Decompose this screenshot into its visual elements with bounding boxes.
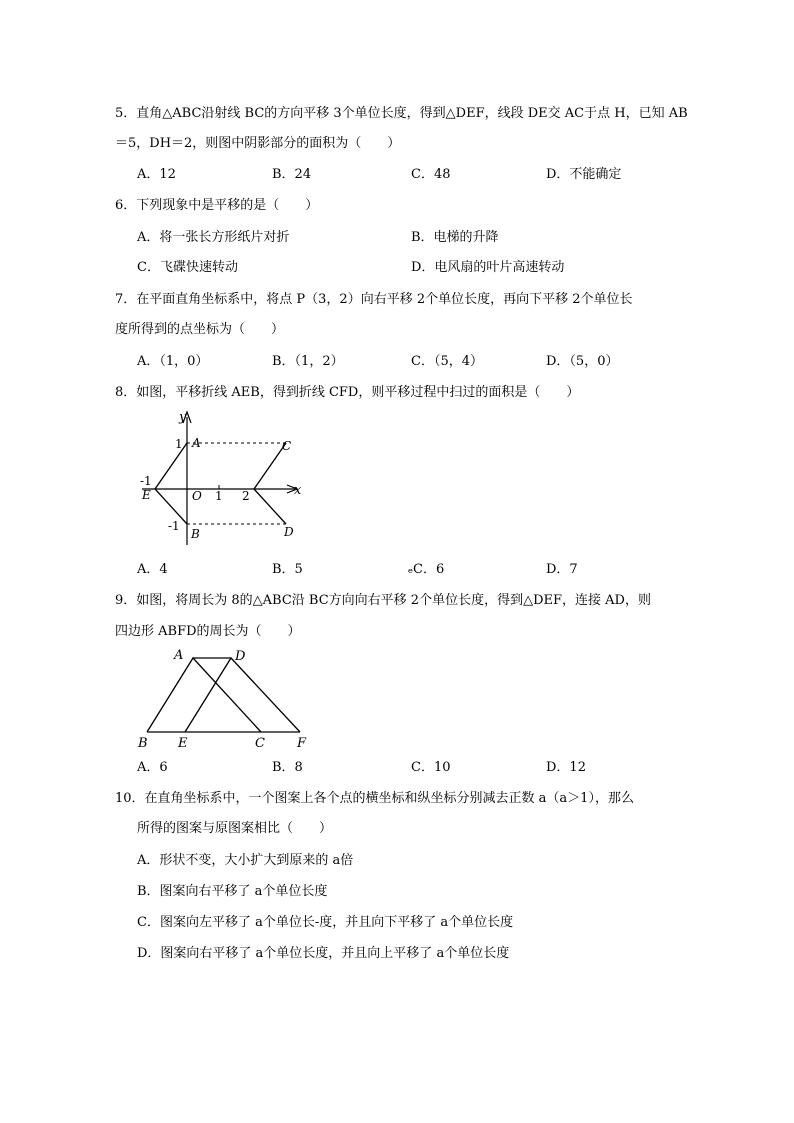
x-axis-label: x [294,483,302,498]
q10-option-a: A．形状不变，大小扩大到原来的 a倍 [137,853,354,868]
q5-option-c: C．48 [411,167,451,182]
q7-option-b: B．（1，2） [272,354,344,369]
q7-line-1: 7．在平面直角坐标系中，将点 P（3，2）向右平移 2个单位长度，再向下平移 2个单位长 [115,292,633,307]
q5-option-b: B．24 [272,167,312,182]
point-f-label: F [297,736,307,751]
point-d-label: D [235,649,246,664]
tick-label-x-neg1: -1 [140,474,152,488]
q10-option-c: C．图案向左平移了 a个单位长-度，并且向下平移了 a个单位长度 [137,915,514,930]
tick-label-y-1: 1 [175,437,183,451]
q10-option-d: D．图案向右平移了 a个单位长度，并且向上平移了 a个单位长度 [137,946,510,961]
q9-option-b: B．8 [272,760,303,775]
q7-option-d: D．（5，0） [546,354,619,369]
y-axis-label: y [179,410,187,425]
tick-label-x-1: 1 [215,489,223,503]
q6-option-b: B．电梯的升降 [411,230,499,245]
point-c-label: C [282,439,292,453]
q9-line-2: 四边形 ABFD的周长为（ ） [115,624,301,639]
point-d-label: D [284,525,294,539]
q9-option-c: C．10 [411,760,451,775]
q5-line-1: 5．直角△ABC沿射线 BC的方向平移 3个单位长度，得到△DEF，线段 DE交 AC于点 H，已知 AB [115,106,688,121]
q8-line-1: 8．如图，平移折线 AEB，得到折线 CFD，则平移过程中扫过的面积是（ ） [115,385,580,400]
q9-option-d: D．12 [546,760,586,775]
tick-label-x-2: 2 [242,489,250,503]
q8-option-b: B．5 [272,562,303,577]
tick-label-y-neg1: -1 [168,519,180,533]
q9-line-1: 9．如图，将周长为 8的△ABC沿 BC方向向右平移 2个单位长度，得到△DEF，连接 AD，则 [115,593,651,608]
origin-label: O [192,489,202,503]
figure-9-triangle-translation [135,645,315,751]
q6-option-a: A．将一张长方形纸片对折 [137,230,290,245]
point-b-label: B [138,736,148,751]
point-a-label: A [174,648,184,663]
q6-option-c: C．飞碟快速转动 [137,260,238,275]
q8-option-a: A．4 [137,562,168,577]
point-c-label: C [255,736,265,751]
q6-option-d: D．电风扇的叶片高速转动 [411,260,565,275]
q6-line-1: 6．下列现象中是平移的是（ ） [115,198,319,213]
point-a-label: A [192,436,201,450]
q8-option-d: D．7 [546,562,578,577]
q10-line-2: 所得的图案与原图案相比（ ） [137,821,333,836]
point-b-label: B [191,527,200,541]
point-e-label: E [178,736,188,751]
q10-option-b: B．图案向右平移了 a个单位长度 [137,884,328,899]
figure-8-coordinate-plot [135,405,315,550]
q7-option-c: C．（5，4） [411,354,483,369]
q5-option-a: A．12 [137,167,176,182]
q10-line-1: 10．在直角坐标系中，一个图案上各个点的横坐标和纵坐标分别减去正数 a（a＞1），那么 [115,791,634,806]
q5-option-d: D．不能确定 [546,167,622,182]
q9-option-a: A．6 [137,760,168,775]
q7-line-2: 度所得到的点坐标为（ ） [115,322,285,337]
q8-option-c: ₑC．6 [408,562,445,577]
q5-line-2: ＝5，DH＝2，则图中阴影部分的面积为（ ） [115,136,401,151]
q7-option-a: A．（1，0） [137,354,209,369]
point-e-label: E [142,488,151,502]
